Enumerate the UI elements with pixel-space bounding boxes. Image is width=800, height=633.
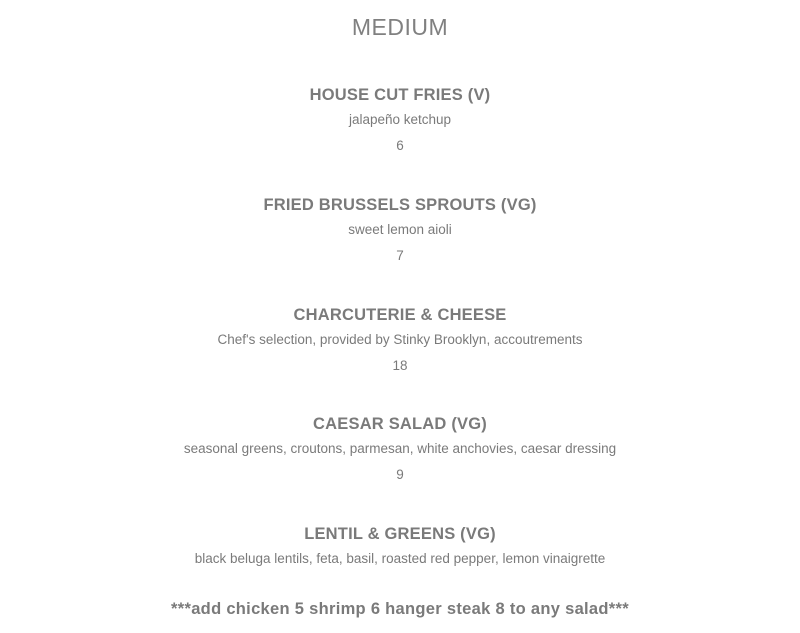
item-name: LENTIL & GREENS (VG) bbox=[304, 525, 496, 543]
item-price: 7 bbox=[396, 248, 404, 263]
item-price: 6 bbox=[396, 138, 404, 153]
section-title: MEDIUM bbox=[351, 14, 449, 40]
add-protein-note: ***add chicken 5 shrimp 6 hanger steak 8 to any salad*** bbox=[171, 600, 629, 618]
menu-item bbox=[0, 413, 800, 485]
menu-item bbox=[0, 84, 800, 156]
item-price: 9 bbox=[396, 467, 404, 482]
item-description: sweet lemon aioli bbox=[348, 222, 452, 237]
item-description: seasonal greens, croutons, parmesan, white anchovies, caesar dressing bbox=[183, 441, 617, 456]
menu-item bbox=[0, 304, 800, 376]
item-name: CHARCUTERIE & CHEESE bbox=[293, 306, 507, 324]
item-description: jalapeño ketchup bbox=[348, 112, 452, 127]
menu-item bbox=[0, 194, 800, 266]
item-description: Chef's selection, provided by Stinky Brooklyn, accoutrements bbox=[217, 332, 583, 347]
menu-item bbox=[0, 523, 800, 569]
item-name: CAESAR SALAD (VG) bbox=[313, 415, 487, 433]
item-description: black beluga lentils, feta, basil, roasted red pepper, lemon vinaigrette bbox=[194, 551, 606, 566]
item-name: FRIED BRUSSELS SPROUTS (VG) bbox=[263, 196, 537, 214]
item-name: HOUSE CUT FRIES (V) bbox=[309, 86, 491, 104]
item-price: 18 bbox=[392, 358, 408, 373]
